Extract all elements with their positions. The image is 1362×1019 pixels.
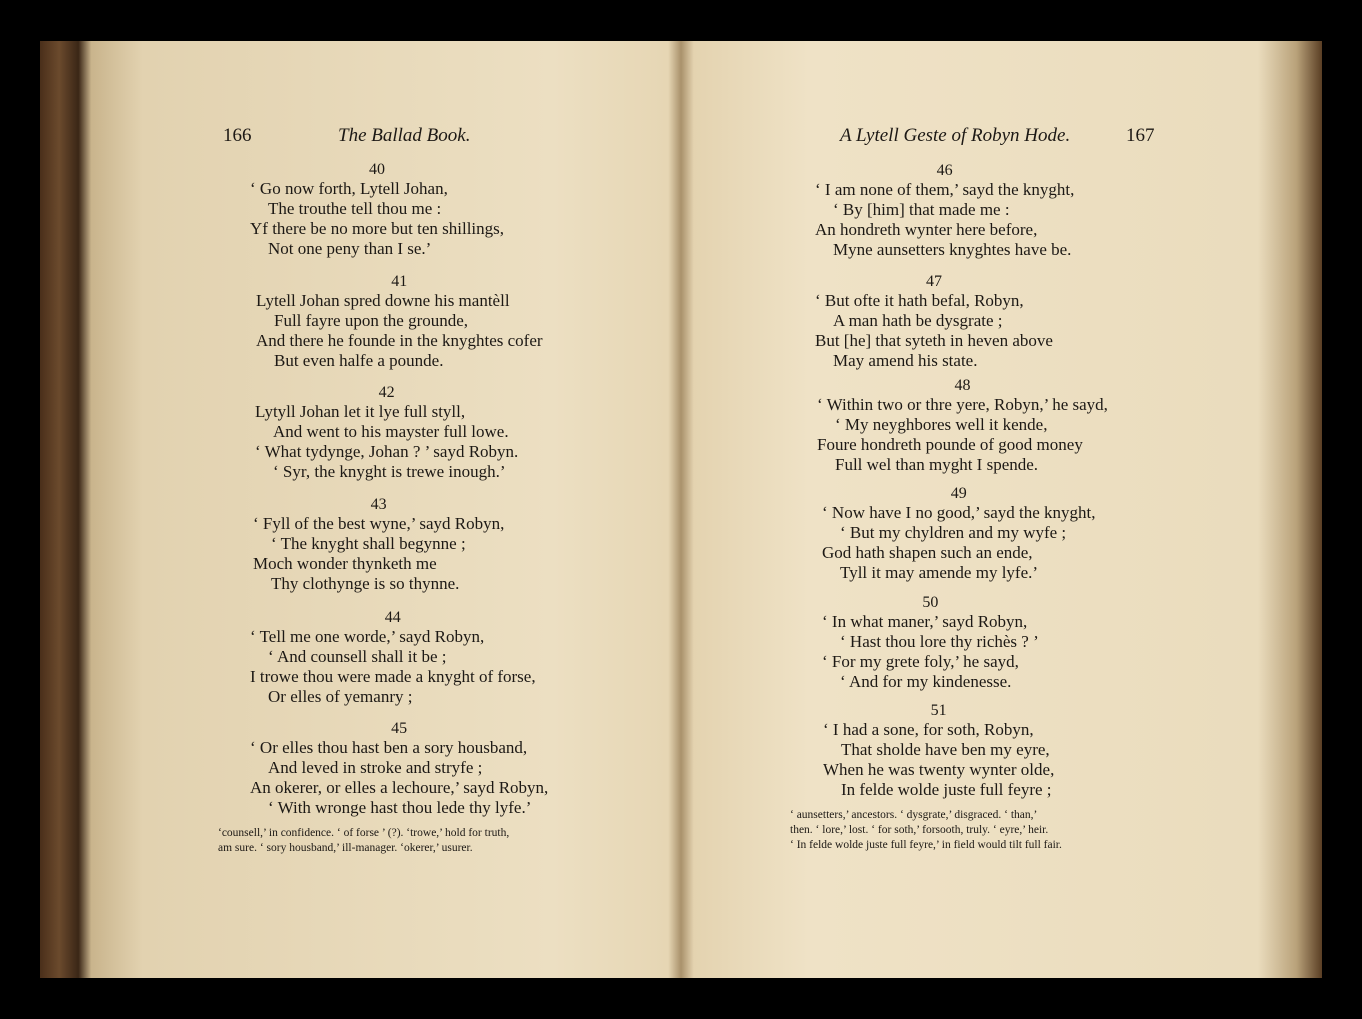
verse-line: The trouthe tell thou me : (268, 199, 442, 218)
stanza-number: 49 (950, 485, 967, 502)
verse-line: ‘ By [him] that made me : (833, 200, 1010, 219)
verse-line: ‘ Tell me one worde,’ sayd Robyn, (250, 627, 485, 646)
verse-line: But even halfe a pounde. (274, 351, 444, 370)
verse-line: Thy clothynge is so thynne. (271, 574, 460, 593)
verse-line: Yf there be no more but ten shillings, (250, 219, 505, 238)
stanza-number: 47 (925, 273, 942, 290)
verse-line: ‘ Now have I no good,’ sayd the knyght, (822, 503, 1096, 522)
verse-line: A man hath be dysgrate ; (833, 311, 1003, 330)
verse-line: ‘ The knyght shall begynne ; (271, 534, 466, 553)
verse-line: ‘ I had a sone, for soth, Robyn, (823, 720, 1034, 739)
running-title: A Lytell Geste of Robyn Hode. (840, 125, 1071, 146)
stanza-number: 44 (384, 609, 401, 626)
open-book (40, 41, 1322, 978)
footnotes (790, 808, 1062, 853)
verse-line: ‘ With wronge hast thou lede thy lyfe.’ (268, 798, 532, 817)
stanza-49 (822, 485, 1096, 583)
footnotes (218, 826, 509, 856)
verse-line: Foure hondreth pounde of good money (817, 435, 1083, 454)
footnote-line: ‘ In felde wolde juste full feyre,’ in field would tilt full fair. (790, 839, 1062, 851)
stanza-number: 40 (369, 161, 385, 178)
verse-line: ‘ And for my kindenesse. (840, 672, 1012, 691)
stanza-48 (817, 377, 1108, 475)
verse-line: ‘ Or elles thou hast ben a sory housband, (250, 738, 528, 757)
verse-line: ‘ Fyll of the best wyne,’ sayd Robyn, (253, 514, 505, 533)
stanza-number: 51 (930, 702, 947, 719)
stanza-number: 50 (922, 594, 939, 611)
stanza-number: 45 (391, 720, 408, 737)
verse-line: ‘ For my grete foly,’ he sayd, (822, 652, 1019, 671)
footnote-line: ‘ aunsetters,’ ancestors. ‘ dysgrate,’ disgraced. ‘ than,’ (790, 809, 1038, 821)
verse-line: In felde wolde juste full feyre ; (841, 780, 1052, 799)
verse-line: ‘ What tydynge, Johan ? ’ sayd Robyn. (255, 442, 519, 461)
verse-line: An hondreth wynter here before, (815, 220, 1038, 239)
right-page (696, 41, 1296, 978)
verse-line: Full wel than myght I spende. (835, 455, 1039, 474)
verse-line: ‘ Syr, the knyght is trewe inough.’ (273, 462, 506, 481)
stanza-43 (253, 496, 504, 594)
stanza-44 (250, 609, 536, 707)
stanza-46 (815, 162, 1074, 260)
stanza-42 (255, 384, 518, 482)
running-title: The Ballad Book. (338, 125, 471, 146)
verse-line: ‘ I am none of them,’ sayd the knyght, (815, 180, 1075, 199)
footnote-line: am sure. ‘ sory housband,’ ill-manager. ‘okerer,’ usurer. (218, 842, 473, 854)
verse-line: When he was twenty wynter olde, (823, 760, 1055, 779)
left-running-head (88, 125, 688, 149)
verse-line: ‘ But my chyldren and my wyfe ; (840, 523, 1067, 542)
verse-line: ‘ But ofte it hath befal, Robyn, (815, 291, 1024, 310)
verse-line: God hath shapen such an ende, (822, 543, 1033, 562)
stanza-number: 46 (936, 162, 953, 179)
verse-line: I trowe thou were made a knyght of forse, (250, 667, 536, 686)
verse-line: And there he founde in the knyghtes cofer (256, 331, 543, 350)
verse-line: May amend his state. (833, 351, 978, 370)
verse-line: ‘ Go now forth, Lytell Johan, (250, 179, 448, 198)
verse-line: Lytell Johan spred downe his mantèll (256, 291, 510, 310)
verse-line: And leved in stroke and stryfe ; (268, 758, 483, 777)
stanza-51 (823, 702, 1054, 800)
verse-line: ‘ And counsell shall it be ; (268, 647, 447, 666)
verse-line: Moch wonder thynketh me (253, 554, 437, 573)
verse-line: ‘ In what maner,’ sayd Robyn, (822, 612, 1028, 631)
stanza-number: 43 (370, 496, 387, 513)
footnote-line: then. ‘ lore,’ lost. ‘ for soth,’ forsooth, truly. ‘ eyre,’ heir. (790, 824, 1049, 836)
stanza-50 (822, 594, 1039, 692)
verse-line: Not one peny than I se.’ (268, 239, 432, 258)
verse-line: Full fayre upon the grounde, (274, 311, 469, 330)
verse-line: That sholde have ben my eyre, (841, 740, 1050, 759)
footnote-line: ‘counsell,’ in confidence. ‘ of forse ’ (?). ‘trowe,’ hold for truth, (218, 827, 510, 839)
stanza-45 (250, 720, 548, 818)
stanza-number: 48 (954, 377, 971, 394)
page-number: 166 (223, 125, 252, 146)
verse-line: An okerer, or elles a lechoure,’ sayd Robyn, (250, 778, 549, 797)
verse-line: ‘ Hast thou lore thy richès ? ’ (840, 632, 1039, 651)
left-page (88, 41, 688, 978)
verse-line: Tyll it may amende my lyfe.’ (840, 563, 1039, 582)
stanza-number: 41 (391, 273, 408, 290)
page-number: 167 (1126, 125, 1155, 146)
verse-line: Or elles of yemanry ; (268, 687, 413, 706)
stanza-41 (256, 273, 543, 371)
verse-line: ‘ Within two or thre yere, Robyn,’ he sayd, (817, 395, 1108, 414)
verse-line: But [he] that syteth in heven above (815, 331, 1053, 350)
stanza-47 (815, 273, 1053, 371)
verse-line: Myne aunsetters knyghtes have be. (833, 240, 1072, 259)
right-running-head (696, 125, 1296, 149)
stanza-40 (250, 161, 504, 259)
stanza-number: 42 (378, 384, 395, 401)
verse-line: Lytyll Johan let it lye full styll, (255, 402, 466, 421)
verse-line: And went to his mayster full lowe. (273, 422, 509, 441)
verse-line: ‘ My neyghbores well it kende, (835, 415, 1048, 434)
